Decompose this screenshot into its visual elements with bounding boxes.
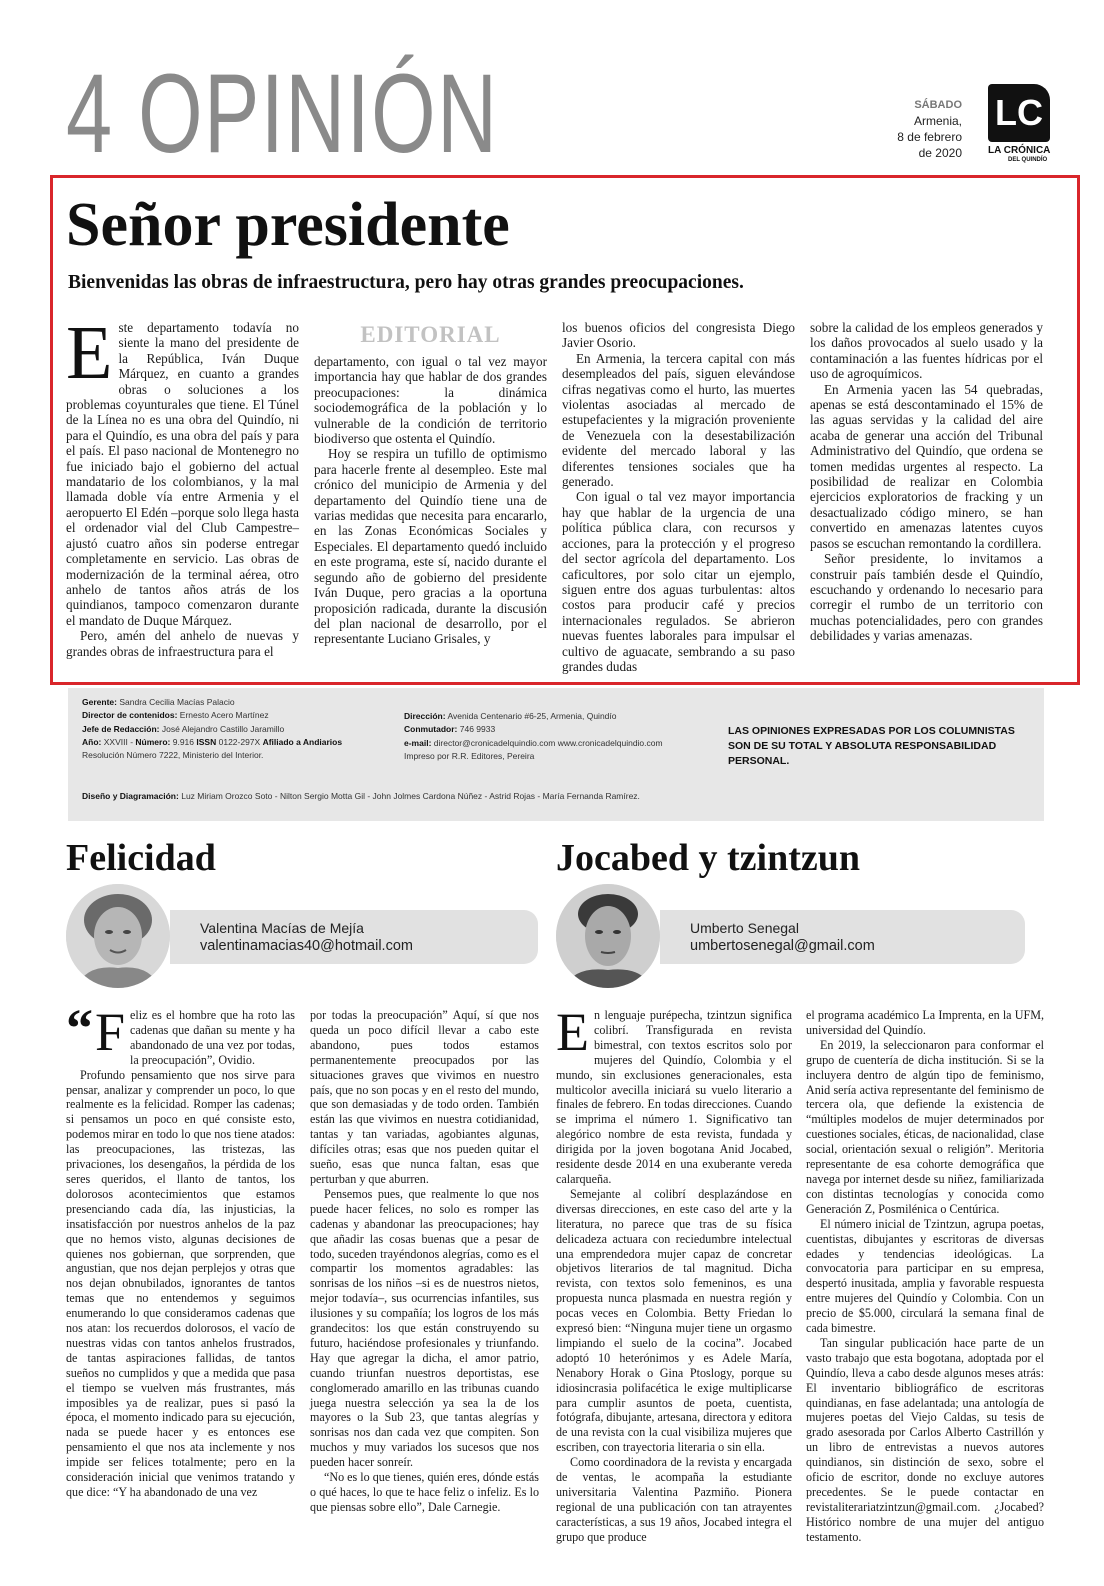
article-paragraph: “No es lo que tienes, quién eres, dónde estás o qué haces, lo que te hace feliz o infeliz. Es lo que piensas sobre ello”, Dale Carnegie.: [310, 1470, 539, 1514]
staff-value: Avenida Centenario #6-25, Armenia, Quindío: [447, 711, 617, 721]
staff-value: Ernesto Acero Martínez: [179, 710, 269, 721]
author-bar-right: [660, 910, 1025, 964]
article-paragraph: Pensemos pues, que realmente lo que nos puede hacer felices, no solo es romper las cadenas y abandonar las preocupaciones; hay que añadir las cosas buenas que a pesar de todo, suceden trayéndonos alegrías, como es el compartir los momentos agradables: las sonrisas de los niños –si es de nuestros nietos, mejor todavía–, sus ocurrencias infantiles, sus ilusiones y su compañía; los logros de los más grandecitos: los que están construyendo su futuro, haciéndose profesionales y triunfando. Hay que agregar la dicha, el amor patrio, cuando triunfan nuestros deportistas, ese conglomerado amarillo en las tribunas cuando juega nuestra selección ya sea la de los mayores o la Sub 23, que tantas alegrías y sonrisas nos dan cada vez que compiten. Son muchos y muy variados los sucesos que nos pueden hacer sonreír.: [310, 1186, 539, 1470]
editorial-paragraph: los buenos oficios del congresista Diego Javier Osorio.: [562, 320, 795, 351]
staff-label: e-mail:: [404, 737, 432, 748]
logo-letters: LC: [988, 84, 1050, 142]
staff-label: Conmutador:: [404, 724, 458, 735]
jocabed-column-1: [556, 1002, 792, 1545]
staff-column-2: [404, 710, 704, 763]
dateline-date2: de 2020: [918, 146, 962, 160]
page-number: 4: [66, 51, 114, 176]
section-header: [66, 51, 499, 176]
article-paragraph: Semejante al colibrí desplazándose en diversas direcciones, en este caso del arte y la literatura, no parece que tras de su física delicadeza actuara con reciedumbre intelectual una emprendedora mujer capaz de concretar objetivos literarios de tal magnitud. Dicha revista, con textos solo femeninos, es una propuesta nunca plasmada en nuestra región y pocas veces en Colombia. Betty Friedan lo expresó bien: “Ninguna mujer tiene un orgasmo limpiando el suelo de la cocina”. Jocabed adoptó 10 heterónimos y es Adele María, Nenabory Horak o Gina Ptoslogy, porque su idiosincrasia polifacética le exige multiplicarse para cumplir asuntos de poeta, cuentista, fotógrafa, dibujante, artesana, directora y editora de una revista con la cual visibiliza mujeres que escriben, con trayectoria literaria o sin ella.: [556, 1186, 792, 1455]
editorial-paragraph: En Armenia, la tercera capital con más desempleados del país, siguen elevándose cifras negativas como el hurto, las muertes violentas asociadas al mercado de estupefacientes y la migración proveniente de Venezuela con la desestabilización evidente del mercado laboral y las diferentes tensiones sociales que ha generado.: [562, 350, 795, 490]
editorial-paragraph: sobre la calidad de los empleos generados y los daños provocados al suelo usado y la contaminación a las fuentes hídricas por el uso de agroquímicos.: [810, 320, 1043, 382]
staff-label: ISSN: [196, 736, 217, 747]
staff-label: Jefe de Redacción:: [82, 723, 160, 734]
masthead-staff-box: [68, 688, 1044, 821]
editorial-paragraph: [66, 311, 299, 628]
staff-label: Año:: [82, 736, 102, 747]
staff-label: Dirección:: [404, 711, 446, 721]
paragraph-text: ste departamento todavía no siente la mano del presidente de la República, Iván Duque Márquez, en cuanto a grandes obras o soluciones a los problemas coyunturales que tiene. El Túnel de la Línea no es una obra del Quindío, ni para el Quindío, es una obra del país y para el país. El paso nacional de Montenegro no fue iniciado bajo el gobierno del actual mandatario de los colombianos, y la mal llamada doble vía entre Armenia y el aeropuerto El Edén –porque solo llega hasta el ordenador vial del Club Campestre– ajustó cuatro años sin poderse entregar completamente en servicio. Las obras de modernización de la terminal aérea, otro anhelo de tantos años atrás de los quindianos, tampoco comenzaron durante el mandato de Duque Márquez.: [66, 320, 299, 628]
dateline-city: Armenia,: [913, 114, 962, 128]
staff-value: XXVIII -: [103, 736, 134, 747]
article-paragraph: Profundo pensamiento que nos sirve para pensar, analizar y comprender un poco, lo que realmente es la felicidad. Romper las cadenas; si pensamos un poco en qué consiste esto, podemos mirar en todo lo que nos tiene atados: las preocupaciones, las tristezas, las privaciones, los desengaños, la pérdida de los seres queridos, el llanto de tantos, los dolorosos acontecimientos que estamos presenciando cada día, las injusticias, la insatisfacción por nuestros anhelos de la paz que no hemos visto, algunas decisiones de quienes nos gobiernan, que sorprenden, que angustian, que nos dejan perplejos y otras que nos dejan obnubilados, ignorantes de tantos temas que no entendemos y seguimos enumerando lo que consideramos cadenas que nos atan: los recuerdos dolorosos, el vacío de nuestras vidas con tantos anhelos frustrados, de tantas aspiraciones fallidas, de tantos sueños no cumplidos y que a medida que pasa el tiempo se vuelven más frustrantes, más imposibles ya de realizar, pues si pasó la época, el momento indicado para su ejecución, nada se puede hacer y es entonces ese pensamiento el que nos ata inclemente y nos impide ser felices totalmente; pero en la consideración inicial que venimos tratando y que dice: “Y ha abandonado de una vez: [66, 1067, 295, 1499]
editorial-dropcap: E: [66, 311, 113, 395]
editorial-paragraph: Señor presidente, lo invitamos a construir país también desde el Quindío, escuchando y ordenando lo necesario para corregir el rumbo de un territorio con muchas potencialidades, pero con grandes debilidades y varias amenazas.: [810, 551, 1043, 644]
staff-email: director@cronicadelquindio.com www.cronicadelquindio.com: [433, 737, 663, 748]
author-name: Valentina Macías de Mejía: [200, 920, 364, 936]
article-paragraph: Como coordinadora de la revista y encargada de ventas, le acompaña la estudiante universitaria Valentina Pazmiño. Pionera regional de una publicación con tan atrayentes características, a sus 19 años, Jocabed integra el grupo que produce: [556, 1455, 792, 1544]
staff-value: 0122-297X: [218, 736, 261, 747]
staff-printer: Impreso por R.R. Editores, Pereira: [404, 750, 535, 761]
article-paragraph: el programa académico La Imprenta, en la UFM, universidad del Quindío.: [806, 1008, 1044, 1037]
staff-value: José Alejandro Castillo Jaramillo: [161, 723, 285, 734]
editorial-subtitle: Bienvenidas las obras de infraestructura, pero hay otras grandes preocupaciones.: [68, 272, 744, 293]
editorial-column-2: [314, 320, 547, 647]
jocabed-column-2: [806, 1008, 1044, 1545]
logo-title: LA CRÓNICA: [988, 145, 1051, 156]
opening-quote: “: [66, 998, 93, 1058]
editorial-label: EDITORIAL: [360, 322, 501, 347]
editorial-paragraph: departamento, con igual o tal vez mayor importancia hay que hablar de dos grandes preocupaciones: la dinámica sociodemográfica de la población y lo vulnerable de la condición de territorio biodiverso que ostenta el Quindío.: [314, 354, 547, 447]
dateline: [897, 97, 962, 161]
article-paragraph: [556, 1002, 792, 1187]
editorial-paragraph: Con igual o tal vez mayor importancia hay que hablar de la urgencia de una política pública clara, con recursos y acciones, para la protección y el progreso del sector agrícola del departamento. Los caficultores, por solo citar un ejemplo, siguen entre dos aguas turbulentas: altos costos para producir café y precios internacionales regulados. Se abrieron nuevas fuentes laborales para impulsar el cultivo de aguacate, sembrando a su paso grandes dudas: [562, 489, 795, 674]
article-paragraph: En 2019, la seleccionaron para conformar el grupo de cuentería de dicha institución. Si se la incluyera dentro de algún tipo de feminismo, Anid sería activa representante del feminismo de tercera ola, que defiende la existencia de “múltiples modelos de mujer determinados por cuestiones sociales, éticas, de nacionalidad, clase social, orientación sexual o religión”. Meritoria representante de esa cohorte demográfica que navega por internet desde su niñez, familiarizada con distintas tecnologías y conocida como Generación Z, Posmilénica o Centúrica.: [806, 1037, 1044, 1216]
editorial-paragraph: Pero, amén del anhelo de nuevas y grandes obras de infraestructura para el: [66, 628, 299, 659]
author-email: valentinamacias40@hotmail.com: [200, 938, 413, 954]
column-title-jocabed: Jocabed y tzintzun: [556, 837, 860, 879]
portrait-woman-icon: [66, 884, 170, 988]
newspaper-logo: [988, 84, 1062, 170]
staff-value: Luz Miriam Orozco Soto - Nilton Sergio Motta Gil - John Jolmes Cardona Núñez - Astrid Rojas - María Fernanda Ramírez.: [181, 791, 640, 801]
felicidad-column-1: [66, 998, 295, 1500]
column-title-felicidad: Felicidad: [66, 837, 216, 879]
author-name: Umberto Senegal: [690, 920, 799, 936]
article-paragraph: Tan singular publicación hace parte de un vasto trabajo que esta bogotana, adoptada por el Quindío, lleva a cabo desde algunos meses atrás: El inventario bibliográfico de escritoras quindianas, en fase adelantada; una antología de mujeres poetas del Viejo Caldas, su tesis de grado asesorada por Carlos Alberto Castrillón y un libro de entrevistas a nuevos autores quindianos, sin distinción de sexo, sobre el oficio de escritor, donde no excluye autores precedentes. Se le puede contactar en revistaliterariatzintzun@gmail.com. ¿Jocabed? Histórico nombre de una mujer del antiguo testamento.: [806, 1335, 1044, 1544]
author-photo-right: [556, 884, 660, 988]
article-paragraph: [66, 998, 295, 1068]
logo-subtitle: DEL QUINDÍO: [1008, 157, 1048, 163]
section-name: OPINIÓN: [138, 51, 499, 176]
dateline-date1: 8 de febrero: [897, 130, 962, 144]
author-photo-left: [66, 884, 170, 988]
portrait-man-icon: [556, 884, 660, 988]
editorial-column-3: [562, 320, 795, 674]
disclaimer: LAS OPINIONES EXPRESADAS POR LOS COLUMNISTAS SON DE SU TOTAL Y ABSOLUTA RESPONSABILIDAD PERSONAL.: [728, 725, 1015, 767]
staff-design-credits: [82, 790, 1032, 803]
paragraph-text: n lenguaje purépecha, tzintzun significa colibrí. Transfigurada en revista bimestral, con textos escritos solo por mujeres del Quindío, Colombia y el mundo, sin exclusiones generacionales, esta multicolor avecilla iniciará su vuelo literario a finales de febrero. En todas direcciones. Cuando se imprima el número 1. Significativo tan alegórico nombre de esta revista, fundada y dirigida por la joven bogotana Anid Jocabed, residente desde 2014 en una exuberante vereda calarqueña.: [556, 1008, 792, 1186]
editorial-paragraph: Hoy se respira un tufillo de optimismo para hacerle frente al desempleo. Este mal crónico del municipio de Armenia y del departamento del Quindío tiene una de varias medidas que necesita para encararlo, en las Zonas Económicas Sociales y Especiales. El departamento quedó incluido en este programa, este sí, nacido durante el segundo año de gobierno del presidente Iván Duque, pero gracias a la oportuna proposición radicada, durante la discusión del plan nacional de desarrollo, por el representante Luciano Grisales, y: [314, 446, 547, 647]
editorial-column-1: [66, 311, 299, 659]
dateline-day: SÁBADO: [914, 99, 962, 111]
staff-label: Diseño y Diagramación:: [82, 791, 179, 801]
staff-column-1: [82, 696, 382, 762]
editorial-paragraph: En Armenia yacen las 54 quebradas, apenas se está descontaminado el 15% de las aguas servidas y la calidad del aire acaba de generar una acción del Tribunal Administrativo del Quindío, que ordena se tomen medidas urgentes al respecto. La posibilidad de realizar en Colombia ejercicios exploratorios de fracking y un desactualizado código minero, se han convertido en amenazas latentes cuyos pasos se escuchan remontando la cordillera.: [810, 381, 1043, 551]
staff-value: 9.916: [172, 736, 195, 747]
staff-label: Gerente:: [82, 697, 117, 707]
article-dropcap: F: [95, 1002, 126, 1062]
felicidad-column-2: [310, 1008, 539, 1515]
staff-label: Director de contenidos:: [82, 710, 178, 721]
author-bar-left: [170, 910, 538, 964]
article-dropcap: E: [556, 1002, 589, 1062]
staff-label: Número:: [135, 736, 171, 747]
article-paragraph: El número inicial de Tzintzun, agrupa poetas, cuentistas, dibujantes y escritoras de diversas edades y tendencias ideológicas. La convocatoria para participar en su empresa, despertó inusitada, amplia y favorable respuesta entre mujeres del Quindío y Colombia. Con un precio de $5.000, circulará la semana final de cada bimestre.: [806, 1216, 1044, 1336]
paragraph-text: eliz es el hombre que ha roto las cadenas que dañan su mente y ha abandonado de una vez por todas, la preocupación”, Ovidio.: [130, 1008, 295, 1067]
author-email: umbertosenegal@gmail.com: [690, 938, 875, 954]
staff-resolution: Resolución Número 7222, Ministerio del Interior.: [82, 750, 264, 761]
editorial-column-4: [810, 320, 1043, 644]
editorial-title: Señor presidente: [66, 191, 510, 259]
article-paragraph: por todas la preocupación” Aquí, sí que nos queda un poco difícil llevar a cabo este abandono, pues todos estamos permanentemente preocupados por las situaciones graves que vivimos en nuestro país, que no son pocas y en el resto del mundo, que son demasiadas y de todo orden. También están las que vivimos en nuestra cotidianidad, tantas y tan variadas, agobiantes algunas, difíciles otras; esas que nos pueden quitar el sueño, esas que nunca faltan, esas que perturban y que aburren.: [310, 1008, 539, 1186]
staff-affiliation: Afiliado a Andiarios: [262, 736, 343, 747]
staff-value: Sandra Cecilia Macías Palacio: [119, 697, 235, 707]
staff-value: 746 9933: [459, 724, 496, 735]
